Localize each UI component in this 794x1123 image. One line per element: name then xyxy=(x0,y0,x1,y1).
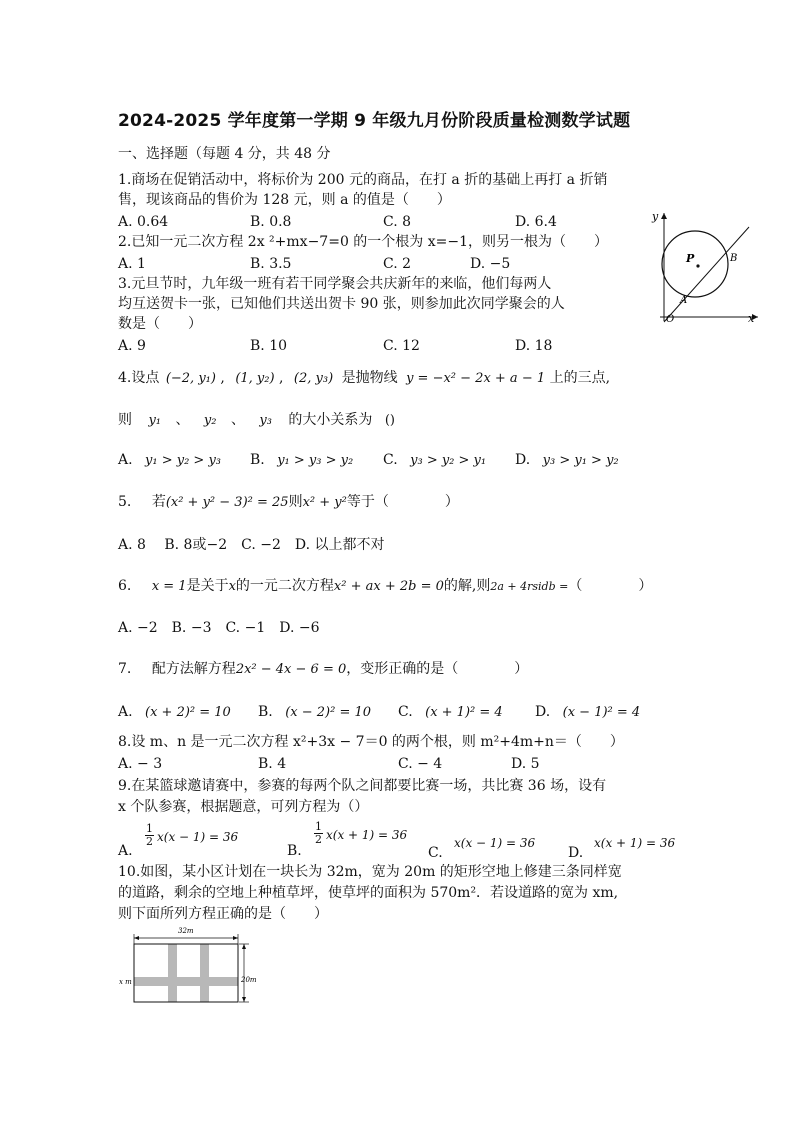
x-axis-label: x xyxy=(748,312,755,325)
q2-option-d: D. −5 xyxy=(470,256,511,272)
q8-option-c: C. − 4 xyxy=(398,756,443,772)
page-title: 2024-2025 学年度第一学期 9 年级九月份阶段质量检测数学试题 xyxy=(118,111,631,131)
q4-line2b: 的大小关系为 xyxy=(288,412,373,428)
point-a-label: A xyxy=(680,295,688,306)
q4-prefix: 4.设点 xyxy=(118,370,160,386)
q3-option-b: B. 10 xyxy=(250,338,288,354)
q8-line1: 8.设 m、n 是一元二次方程 x²+3x − 7＝0 的两个根，则 m²+4m+n＝（ ） xyxy=(118,734,624,750)
q4-y1: y₁ xyxy=(148,413,162,428)
width-label: 32m xyxy=(178,927,194,935)
section-heading: 一、选择题（每题 4 分，共 48 分 xyxy=(118,146,331,162)
q3-line1: 3.元旦节时，九年级一班有若干同学聚会共庆新年的来临，他们每两人 xyxy=(118,276,552,292)
q4-suffix: 上的三点, xyxy=(549,370,611,386)
q4-y3: y₃ xyxy=(259,413,272,428)
q6-options: A. −2 B. −3 C. −1 D. −6 xyxy=(118,620,320,636)
q4-option-b: B. y₁ > y₃ > y₂ xyxy=(250,452,354,468)
q4-y2: y₂ xyxy=(203,413,217,428)
q2-line1: 2.已知一元二次方程 2x ²+mx−7=0 的一个根为 x=−1，则另一根为（ ） xyxy=(118,234,609,250)
q5-stem: 5. 若(x² + y² − 3)² = 25则x² + y²等于（ ） xyxy=(118,494,459,510)
q7-stem: 7. 配方法解方程2x² − 4x − 6 = 0，变形正确的是（ ） xyxy=(118,661,529,677)
q4-option-d: D. y₃ > y₁ > y₂ xyxy=(515,452,619,468)
q3-option-d: D. 18 xyxy=(515,338,553,354)
q4-line2a: 则 xyxy=(118,412,132,428)
q4-blank: () xyxy=(384,413,396,428)
q7-option-d: D. (x − 1)² = 4 xyxy=(535,704,641,720)
q9-line1: 9.在某篮球邀请赛中，参赛的每两个队之间都要比赛一场，共比赛 36 场，设有 xyxy=(118,778,607,794)
q4-point-1: (−2, y₁) xyxy=(165,371,216,386)
q8-option-b: B. 4 xyxy=(258,756,287,772)
vertical-road-1 xyxy=(168,944,177,1002)
q4-line1: 4.设点 (−2, y₁) , (1, y₂) , (2, y₃) 是抛物线 y = −x² − 2x + a − 1 上的三点, xyxy=(118,370,611,386)
q5-options: A. 8 B. 8或−2 C. −2 D. 以上都不对 xyxy=(118,537,385,553)
point-p-label: P xyxy=(686,252,695,265)
q10-line3: 则下面所列方程正确的是（ ） xyxy=(118,906,328,922)
q7-option-c: C. (x + 1)² = 4 xyxy=(398,704,503,720)
q1-option-d: D. 6.4 xyxy=(515,214,557,230)
field-rectangle xyxy=(134,944,238,1002)
q4-option-c: C. y₃ > y₂ > y₁ xyxy=(383,452,487,468)
point-b-label: B xyxy=(730,253,738,264)
secant-line xyxy=(664,227,749,322)
q2-option-a: A. 1 xyxy=(118,256,146,272)
q3-option-c: C. 12 xyxy=(383,338,420,354)
center-point xyxy=(696,264,699,267)
q1-option-c: C. 8 xyxy=(383,214,412,230)
q4-point-2: (1, y₂) xyxy=(235,371,275,386)
q4-line2: 则 y₁ 、 y₂ 、 y₃ 的大小关系为 () xyxy=(118,412,396,428)
q3-line2: 均互送贺卡一张，已知他们共送出贺卡 90 张，则参加此次同学聚会的人 xyxy=(118,296,565,312)
q7-option-b: B. (x − 2)² = 10 xyxy=(258,704,372,720)
q10-line1: 10.如图，某小区计划在一块长为 32m，宽为 20m 的矩形空地上修建三条同样宽 xyxy=(118,864,622,880)
road-figure xyxy=(118,924,263,1010)
q8-option-d: D. 5 xyxy=(511,756,540,772)
q1-option-a: A. 0.64 xyxy=(118,214,169,230)
q1-line1: 1.商场在促销活动中，将标价为 200 元的商品，在打 a 折的基础上再打 a 折销 xyxy=(118,172,608,188)
q6-stem: 6. x = 1是关于x的一元二次方程x² + ax + 2b = 0的解,则2a + 4rsidb =（ ） xyxy=(118,578,653,594)
q4-point-3: (2, y₃) xyxy=(293,371,334,386)
q8-option-a: A. − 3 xyxy=(118,756,163,772)
circle-figure xyxy=(646,205,761,325)
road-width-label: x m xyxy=(119,978,132,986)
y-axis-label: y xyxy=(652,210,659,223)
q2-option-b: B. 3.5 xyxy=(250,256,292,272)
height-label: 20m xyxy=(241,976,257,984)
origin-label: O xyxy=(666,314,675,325)
q9-line2: x 个队参赛，根据题意，可列方程为（） xyxy=(118,799,369,815)
horizontal-road xyxy=(134,977,238,986)
q2-option-c: C. 2 xyxy=(383,256,412,272)
y-axis-arrow-icon xyxy=(661,213,667,219)
q9-b-fraction: $\frac{1}{2}$ xyxy=(315,820,322,846)
q9-a-fraction: $\frac{1}{2}$ xyxy=(146,822,153,848)
q7-option-a: A. (x + 2)² = 10 xyxy=(118,704,231,720)
q4-mid: 是抛物线 xyxy=(341,370,398,386)
q3-line3: 数是（ ） xyxy=(118,316,202,332)
q4-parabola: y = −x² − 2x + a − 1 xyxy=(406,371,546,386)
q3-option-a: A. 9 xyxy=(118,338,146,354)
q4-option-a: A. y₁ > y₂ > y₃ xyxy=(118,452,221,468)
q1-option-b: B. 0.8 xyxy=(250,214,292,230)
q1-line2: 售，现该商品的售价为 128 元，则 a 的值是（ ） xyxy=(118,192,451,208)
q10-line2: 的道路，剩余的空地上种植草坪，使草坪的面积为 570m²．若设道路的宽为 xm, xyxy=(118,885,619,901)
vertical-road-2 xyxy=(200,944,209,1002)
